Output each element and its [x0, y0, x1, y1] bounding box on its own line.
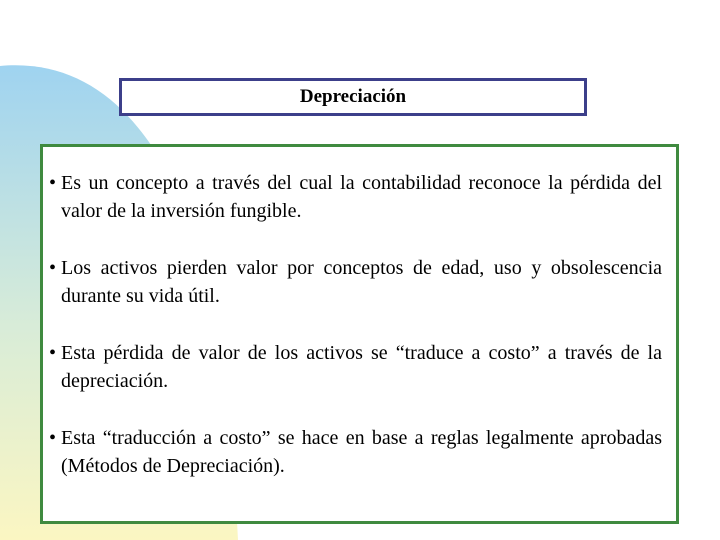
bullet-item: [49, 339, 662, 395]
bullet-icon: •: [49, 257, 57, 279]
bullet-list: [49, 169, 662, 480]
bullet-text: Los activos pierden valor por conceptos de edad, uso y obsolescencia durante su vida útil.: [61, 257, 662, 307]
content-box: [40, 144, 679, 524]
bullet-text: Es un concepto a través del cual la contabilidad reconoce la pérdida del valor de la inversión fungible.: [61, 172, 662, 222]
bullet-item: [49, 424, 662, 480]
bullet-icon: •: [49, 427, 57, 449]
bullet-text: Esta pérdida de valor de los activos se “traduce a costo” a través de la depreciación.: [61, 342, 662, 392]
bullet-text: Esta “traducción a costo” se hace en base a reglas legalmente aprobadas (Métodos de Depreciación).: [61, 427, 662, 477]
bullet-item: [49, 169, 662, 225]
title-box: [119, 78, 587, 116]
bullet-icon: •: [49, 342, 57, 364]
bullet-item: [49, 254, 662, 310]
bullet-icon: •: [49, 172, 57, 194]
slide-title: Depreciación: [299, 86, 407, 107]
